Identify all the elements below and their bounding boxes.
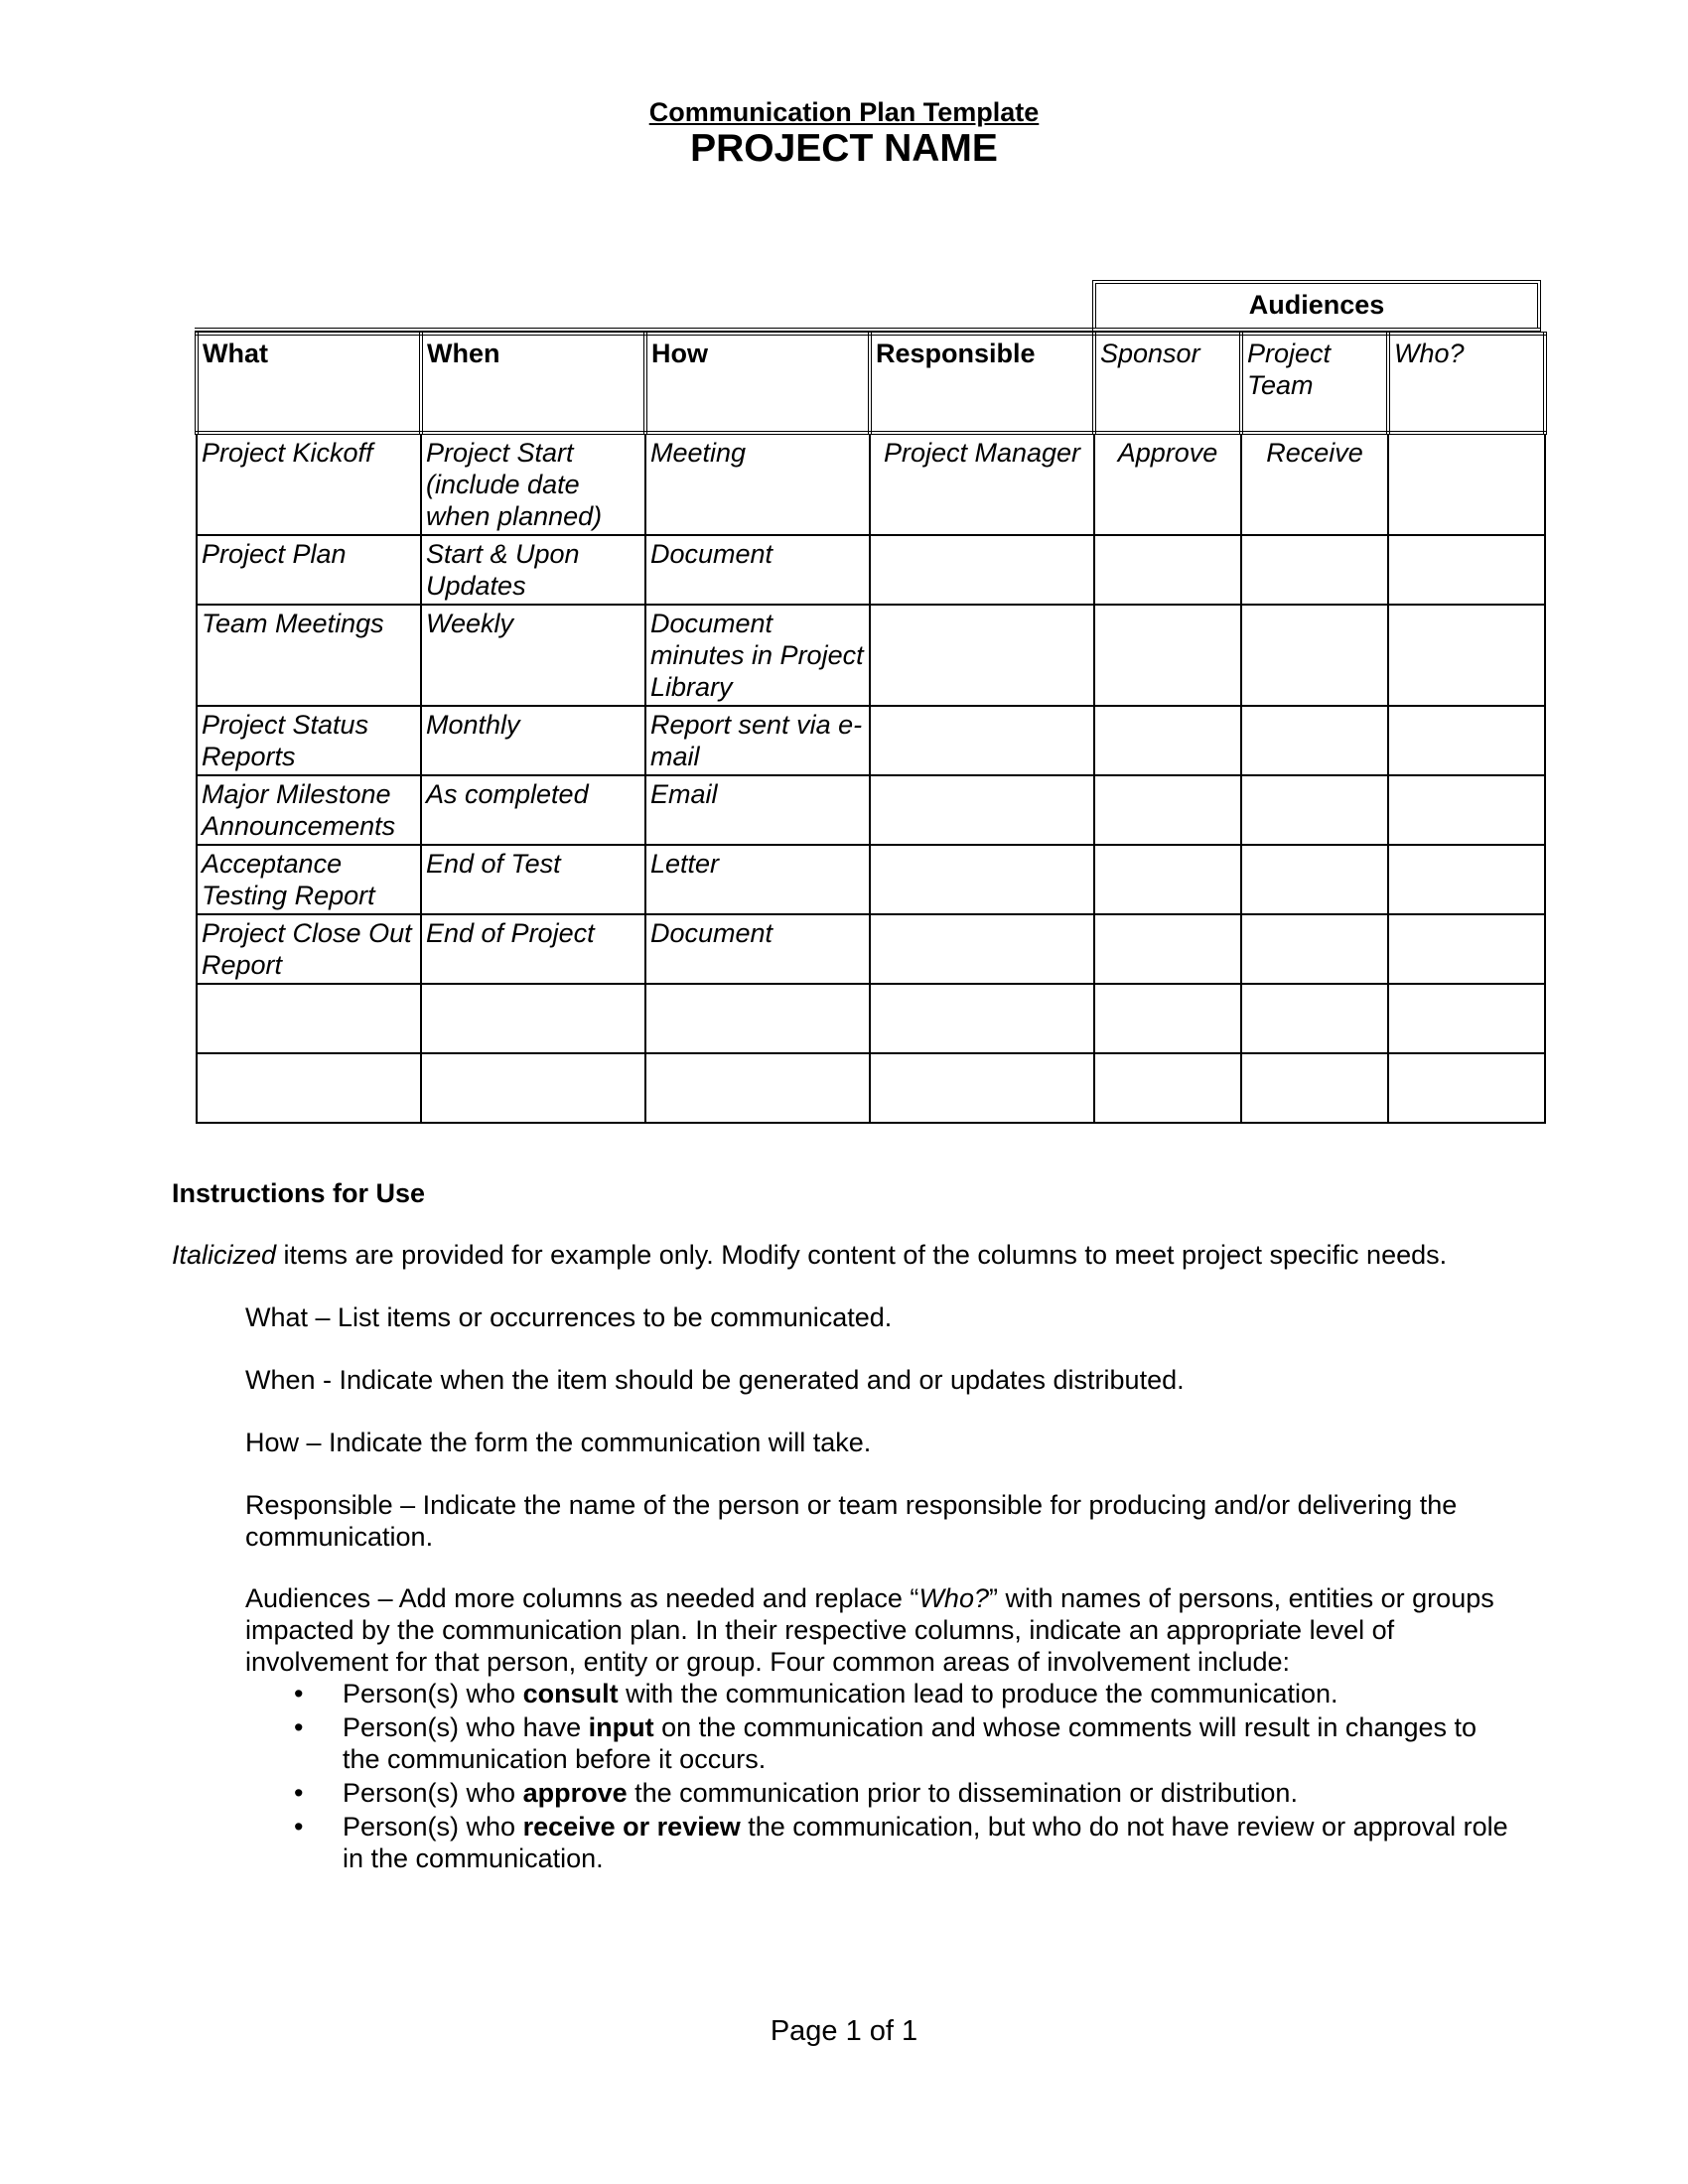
bullet-text: on the communication and whose comments will result in changes to the communication before it occurs.	[343, 1712, 1477, 1774]
table-row	[197, 984, 1545, 1053]
cell-sponsor	[1094, 535, 1241, 605]
cell-who	[1388, 535, 1545, 605]
cell-what: Acceptance Testing Report	[197, 845, 421, 914]
cell-who	[1388, 984, 1545, 1053]
audiences-who-word: Who?	[918, 1583, 989, 1613]
cell-what: Project Kickoff	[197, 433, 421, 535]
instruction-audiences	[245, 1582, 1516, 1678]
list-item	[245, 1678, 1516, 1709]
bullet-text: Person(s) who	[343, 1778, 523, 1808]
cell-when: Monthly	[421, 706, 645, 775]
bullet-bold: receive or review	[522, 1812, 741, 1842]
list-item	[245, 1777, 1516, 1809]
cell-when: End of Project	[421, 914, 645, 984]
cell-what: Major Milestone Announcements	[197, 775, 421, 845]
cell-what: Project Plan	[197, 535, 421, 605]
cell-sponsor	[1094, 914, 1241, 984]
cell-responsible	[870, 1053, 1094, 1123]
table-row	[197, 1053, 1545, 1123]
cell-what: Project Status Reports	[197, 706, 421, 775]
cell-project-team	[1241, 535, 1388, 605]
cell-when	[421, 1053, 645, 1123]
cell-responsible	[870, 775, 1094, 845]
cell-when: Project Start (include date when planned)	[421, 433, 645, 535]
cell-what: Project Close Out Report	[197, 914, 421, 984]
cell-who	[1388, 914, 1545, 984]
cell-responsible	[870, 984, 1094, 1053]
bullet-text: Person(s) who have	[343, 1712, 589, 1742]
instruction-what: What – List items or occurrences to be communicated.	[245, 1302, 893, 1332]
instruction-how: How – Indicate the form the communication will take.	[245, 1428, 872, 1457]
intro-italic-word: Italicized	[172, 1240, 277, 1270]
cell-project-team	[1241, 1053, 1388, 1123]
col-header-project-team: Project Team	[1241, 334, 1388, 433]
list-item	[245, 1711, 1516, 1775]
bullet-bold: input	[588, 1712, 654, 1742]
bullet-text: the communication, but who do not have review or approval role in the communication.	[343, 1812, 1508, 1873]
cell-project-team	[1241, 914, 1388, 984]
cell-sponsor: Approve	[1094, 433, 1241, 535]
document-title: PROJECT NAME	[690, 127, 998, 170]
cell-sponsor	[1094, 984, 1241, 1053]
bullet-text: Person(s) who	[343, 1679, 523, 1708]
bullet-bold: consult	[522, 1679, 619, 1708]
table-row	[197, 914, 1545, 984]
bullet-text: the communication prior to dissemination or distribution.	[627, 1778, 1298, 1808]
bullet-text: with the communication lead to produce the communication.	[618, 1679, 1338, 1708]
table-row	[197, 433, 1545, 535]
audiences-text-pre: Audiences – Add more columns as needed and replace “	[245, 1583, 919, 1613]
cell-sponsor	[1094, 845, 1241, 914]
table-row	[197, 706, 1545, 775]
cell-responsible	[870, 914, 1094, 984]
instruction-responsible: Responsible – Indicate the name of the person or team responsible for producing and/or delivering the communication.	[245, 1490, 1458, 1552]
col-header-how: How	[645, 334, 870, 433]
table-row	[197, 535, 1545, 605]
cell-how: Document	[645, 914, 870, 984]
cell-sponsor	[1094, 775, 1241, 845]
cell-when: As completed	[421, 775, 645, 845]
cell-how: Document	[645, 535, 870, 605]
col-header-who: Who?	[1388, 334, 1545, 433]
col-header-responsible: Responsible	[870, 334, 1094, 433]
cell-when: Start & Upon Updates	[421, 535, 645, 605]
table-row	[197, 605, 1545, 706]
cell-project-team	[1241, 605, 1388, 706]
cell-project-team	[1241, 845, 1388, 914]
instructions-heading: Instructions for Use	[172, 1178, 426, 1208]
cell-how: Letter	[645, 845, 870, 914]
cell-how	[645, 984, 870, 1053]
table-row	[197, 775, 1545, 845]
cell-responsible	[870, 605, 1094, 706]
table-header-row	[197, 334, 1545, 433]
cell-who	[1388, 706, 1545, 775]
col-header-sponsor: Sponsor	[1094, 334, 1241, 433]
instruction-when: When - Indicate when the item should be generated and or updates distributed.	[245, 1365, 1185, 1395]
cell-project-team	[1241, 775, 1388, 845]
cell-project-team: Receive	[1241, 433, 1388, 535]
cell-responsible	[870, 706, 1094, 775]
intro-text: items are provided for example only. Modify content of the columns to meet project specific needs.	[276, 1240, 1448, 1270]
table-row	[197, 845, 1545, 914]
instructions-intro	[172, 1239, 1522, 1271]
cell-who	[1388, 605, 1545, 706]
bullet-text: Person(s) who	[343, 1812, 523, 1842]
col-header-when: When	[421, 334, 645, 433]
cell-responsible: Project Manager	[870, 433, 1094, 535]
cell-how: Report sent via e-mail	[645, 706, 870, 775]
audiences-text-post: ” with names of persons, entities or groups impacted by the communication plan. In their respective columns, indicate an appropriate level of involvement for that person, entity or group. Four common areas of involvement include:	[245, 1583, 1494, 1677]
cell-how: Email	[645, 775, 870, 845]
cell-sponsor	[1094, 605, 1241, 706]
cell-sponsor	[1094, 1053, 1241, 1123]
cell-responsible	[870, 845, 1094, 914]
communication-plan-table	[195, 332, 1547, 1124]
cell-when: End of Test	[421, 845, 645, 914]
cell-how: Document minutes in Project Library	[645, 605, 870, 706]
cell-who	[1388, 845, 1545, 914]
page-number: Page 1 of 1	[770, 2015, 918, 2047]
audiences-header: Audiences	[1092, 280, 1541, 332]
cell-sponsor	[1094, 706, 1241, 775]
cell-what: Team Meetings	[197, 605, 421, 706]
cell-who	[1388, 1053, 1545, 1123]
cell-how	[645, 1053, 870, 1123]
cell-when: Weekly	[421, 605, 645, 706]
involvement-list	[245, 1678, 1516, 1876]
cell-project-team	[1241, 706, 1388, 775]
cell-responsible	[870, 535, 1094, 605]
cell-who	[1388, 775, 1545, 845]
cell-when	[421, 984, 645, 1053]
col-header-what: What	[197, 334, 421, 433]
bullet-bold: approve	[522, 1778, 628, 1808]
cell-how: Meeting	[645, 433, 870, 535]
document-subtitle: Communication Plan Template	[648, 97, 1040, 127]
list-item	[245, 1811, 1516, 1874]
cell-what	[197, 1053, 421, 1123]
cell-what	[197, 984, 421, 1053]
cell-who	[1388, 433, 1545, 535]
cell-project-team	[1241, 984, 1388, 1053]
